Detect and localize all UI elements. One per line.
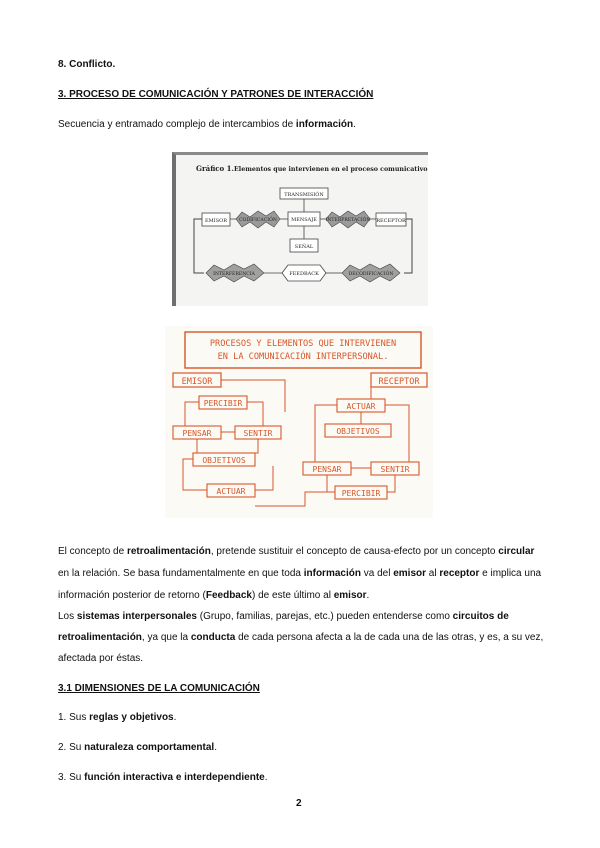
objetivos-right-label: OBJETIVOS xyxy=(336,427,380,436)
transmision-label: TRANSMISIÓN xyxy=(284,192,324,198)
sentir-left-label: SENTIR xyxy=(243,429,273,438)
pensar-right-label: PENSAR xyxy=(312,465,342,474)
mensaje-label: MENSAJE xyxy=(291,217,317,223)
section-31-title: 3.1 DIMENSIONES DE LA COMUNICACIÓN xyxy=(58,683,260,694)
figure2-title-line2: EN LA COMUNICACIÓN INTERPERSONAL. xyxy=(217,352,389,362)
figure2-title-line1: PROCESOS Y ELEMENTOS QUE INTERVIENEN xyxy=(209,339,397,349)
receptor-label: RECEPTOR xyxy=(378,377,420,387)
page-number: 2 xyxy=(296,798,302,809)
emisor-label: EMISOR xyxy=(181,377,213,387)
figure1-title-label: Gráfico 1. xyxy=(196,164,234,173)
decodificacion-label: DECODIFICACIÓN xyxy=(348,272,394,277)
paragraph-retroalimentacion: El concepto de retroalimentación, pretende sustituir el concepto de causa-efecto por un concepto circular en la relación. Se basa fundamentalmente en que toda información va del emisor al receptor e implica una información posterior de retorno (Feedback) de este último al emisor. xyxy=(58,546,542,601)
percibir-left-label: PERCIBIR xyxy=(203,399,243,408)
actuar-right-label: ACTUAR xyxy=(346,402,376,411)
list-item: 3. Su función interactiva e interdependiente. xyxy=(58,772,268,783)
communication-elements-figure xyxy=(172,152,428,306)
actuar-left-label: ACTUAR xyxy=(216,487,246,496)
senal-label: SEÑAL xyxy=(294,244,314,250)
receptor-label: RECEPTOR xyxy=(376,218,406,224)
interferencia-label: INTERFERENCIA xyxy=(213,272,255,277)
intro-text: Secuencia y entramado complejo de intercambios de información. xyxy=(58,119,356,130)
interpretacion-label: INTERPRETACIÓN xyxy=(325,218,371,223)
codificacion-label: CODIFICACIÓN xyxy=(239,218,277,223)
list-item: 1. Sus reglas y objetivos. xyxy=(58,712,177,723)
interpersonal-process-figure xyxy=(165,326,433,518)
list-item: 2. Su naturaleza comportamental. xyxy=(58,742,217,753)
section-3-title: 3. PROCESO DE COMUNICACIÓN Y PATRONES DE INTERACCIÓN xyxy=(58,89,374,100)
percibir-right-label: PERCIBIR xyxy=(341,489,381,498)
heading-conflict: 8. Conflicto. xyxy=(58,59,116,70)
feedback-label: FEEDBACK xyxy=(289,271,319,277)
pensar-left-label: PENSAR xyxy=(182,429,212,438)
sentir-right-label: SENTIR xyxy=(380,465,410,474)
figure1-title-text: Elementos que intervienen en el proceso comunicativo xyxy=(234,166,428,173)
emisor-label: EMISOR xyxy=(204,218,228,224)
objetivos-left-label: OBJETIVOS xyxy=(202,456,246,465)
paragraph-sistemas: Los sistemas interpersonales (Grupo, familias, parejas, etc.) pueden entenderse como circuitos de retroalimentación, ya que la conducta de cada persona afecta a la de cada una de las otras, y es, a su vez, afectada por éstas. xyxy=(58,611,544,664)
figure2-title-box xyxy=(185,332,421,368)
